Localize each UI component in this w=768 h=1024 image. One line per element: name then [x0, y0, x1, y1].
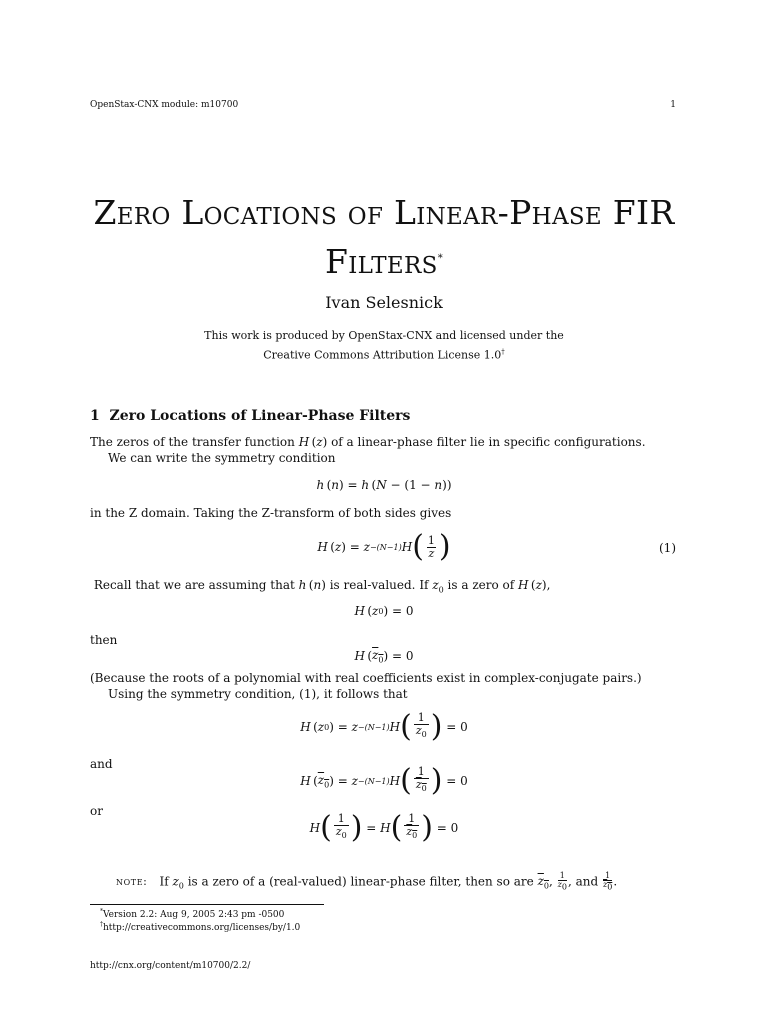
equation-or: H ( $\frac{1}{z_0}$ ) = H ( $\frac{1}{z_0}$ ) = 0: [309, 810, 459, 845]
word-and: and: [90, 757, 113, 771]
footnote-1: *Version 2.2: Aug 9, 2005 2:43 pm -0500: [100, 908, 285, 920]
section-number: 1: [90, 408, 100, 424]
paragraph-6: Using the symmetry condition, (1), it follows that: [108, 687, 408, 701]
license-statement: [0, 328, 768, 364]
equation-conjugate-zero: H ( $z_0$ ) = 0: [354, 648, 414, 665]
footer-url[interactable]: http://cnx.org/content/m10700/2.2/: [90, 961, 251, 971]
equation-conjugate-reciprocal: H ( $z_0$ ) = z −(N−1) H ( $\frac{1}{z_0}$ ) = 0: [300, 763, 468, 798]
license-line-1: This work is produced by OpenStax-CNX and licensed under the: [204, 329, 564, 342]
title-footnote-mark: *: [437, 253, 443, 264]
equation-zero: H ( z 0 ) = 0: [354, 604, 414, 618]
license-line-2: Creative Commons Attribution License 1.0: [263, 348, 502, 362]
section-title: Zero Locations of Linear-Phase Filters: [109, 408, 411, 424]
note-box: note: If $z_0$ is a zero of a (real-valued) linear-phase filter, then so are $z_0$, $\frac{1}{z_0}$ , and $\frac{1}{z_0}$ .: [116, 871, 618, 892]
word-or: or: [90, 804, 103, 818]
paragraph-2: We can write the symmetry condition: [108, 451, 336, 465]
title-line-1: Zero Locations of Linear-Phase FIR: [93, 193, 675, 232]
license-footnote-mark: †: [501, 348, 505, 356]
note-label: note:: [116, 875, 148, 889]
word-then: then: [90, 633, 118, 647]
paragraph-1: The zeros of the transfer function H (z) of a linear-phase filter lie in specific configurations.: [90, 435, 646, 449]
document-title: [0, 190, 768, 285]
running-header-module: OpenStax-CNX module: m10700: [90, 100, 239, 110]
equation-symmetry: h ( n ) = h ( N − (1 − n )): [316, 478, 452, 492]
paragraph-4: Recall that we are assuming that h (n) is real-valued. If $z_0$ is a zero of H (z),: [93, 578, 551, 595]
paragraph-3: in the Z domain. Taking the Z-transform of both sides gives: [90, 506, 452, 520]
paragraph-5: (Because the roots of a polynomial with real coefficients exist in complex-conjugate pairs.): [90, 671, 642, 685]
equation-1: H ( z ) = z −(N−1) H ( $\frac{1}{z}$ ): [317, 529, 451, 564]
section-heading: [90, 408, 410, 424]
footnote-divider: [90, 904, 324, 905]
footnote-2: †http://creativecommons.org/licenses/by/1.0: [100, 921, 301, 933]
page-number: 1: [670, 100, 676, 110]
author-name: Ivan Selesnick: [325, 293, 443, 312]
title-line-2: Filters: [325, 242, 438, 281]
equation-reciprocal: H ( z 0 ) = z −(N−1) H ( $\frac{1}{z_0}$ ) = 0: [300, 709, 468, 744]
equation-number: (1): [659, 541, 676, 555]
footnote-2-link[interactable]: http://creativecommons.org/licenses/by/1.0: [103, 923, 301, 933]
